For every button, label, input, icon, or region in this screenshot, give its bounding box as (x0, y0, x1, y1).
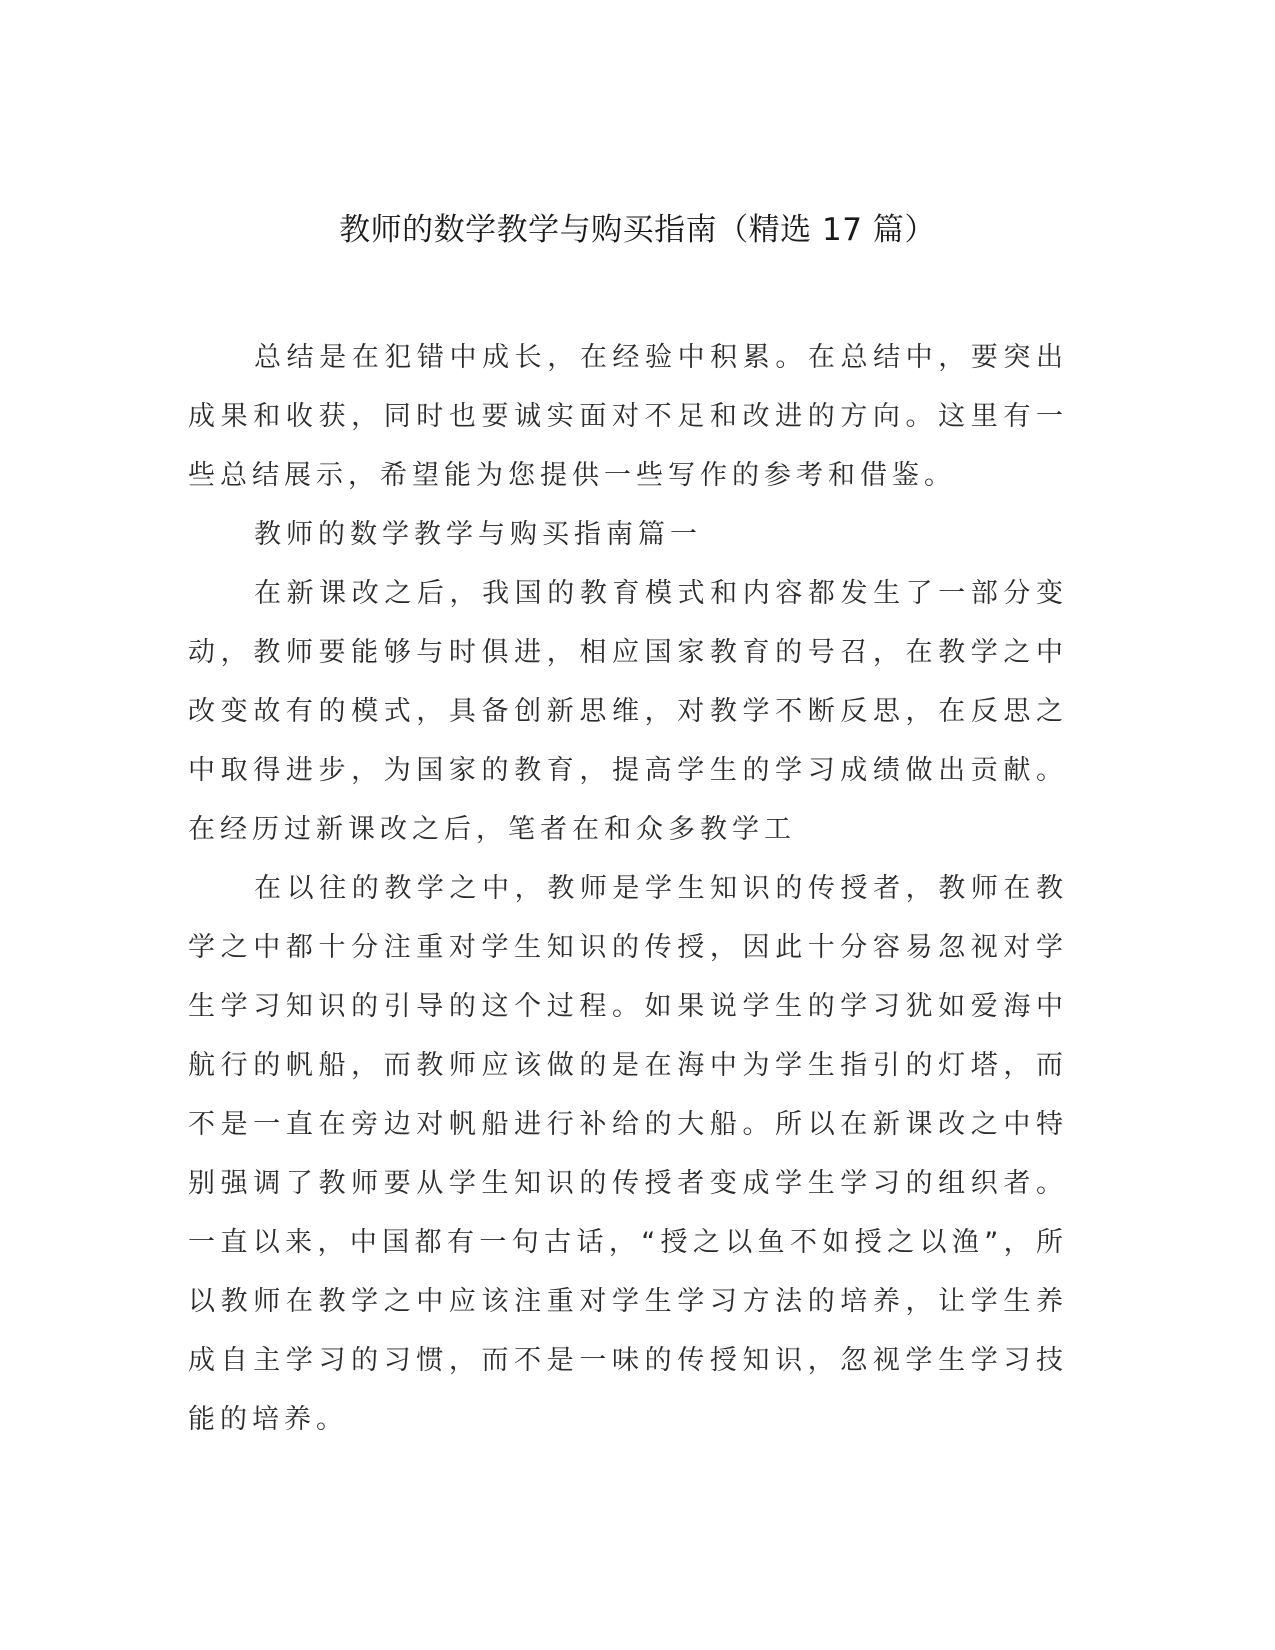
body-paragraph: 在新课改之后，我国的教育模式和内容都发生了一部分变动，教师要能够与时俱进，相应国家教育的号召，在教学之中改变故有的模式，具备创新思维，对教学不断反思，在反思之中取得进步，为国家的教育，提高学生的学习成绩做出贡献。在经历过新课改之后，笔者在和众多教学工 (188, 578, 1068, 845)
document-title: 教师的数学教学与购买指南（精选 17 篇） (339, 212, 936, 248)
document-body (188, 328, 1068, 1449)
intro-paragraph: 总结是在犯错中成长，在经验中积累。在总结中，要突出成果和收获，同时也要诚实面对不足和改进的方向。这里有一些总结展示，希望能为您提供一些写作的参考和借鉴。 (188, 342, 1068, 491)
section-heading: 教师的数学教学与购买指南篇一 (254, 519, 702, 550)
body-paragraph: 在以往的教学之中，教师是学生知识的传授者，教师在教学之中都十分注重对学生知识的传授，因此十分容易忽视对学生学习知识的引导的这个过程。如果说学生的学习犹如爱海中航行的帆船，而教师应该做的是在海中为学生指引的灯塔，而不是一直在旁边对帆船进行补给的大船。所以在新课改之中特别强调了教师要从学生知识的传授者变成学生学习的组织者。一直以来，中国都有一句古话，“授之以鱼不如授之以渔”，所以教师在教学之中应该注重对学生学习方法的培养，让学生养成自主学习的习惯，而不是一味的传授知识，忽视学生学习技能的培养。 (188, 873, 1068, 1435)
